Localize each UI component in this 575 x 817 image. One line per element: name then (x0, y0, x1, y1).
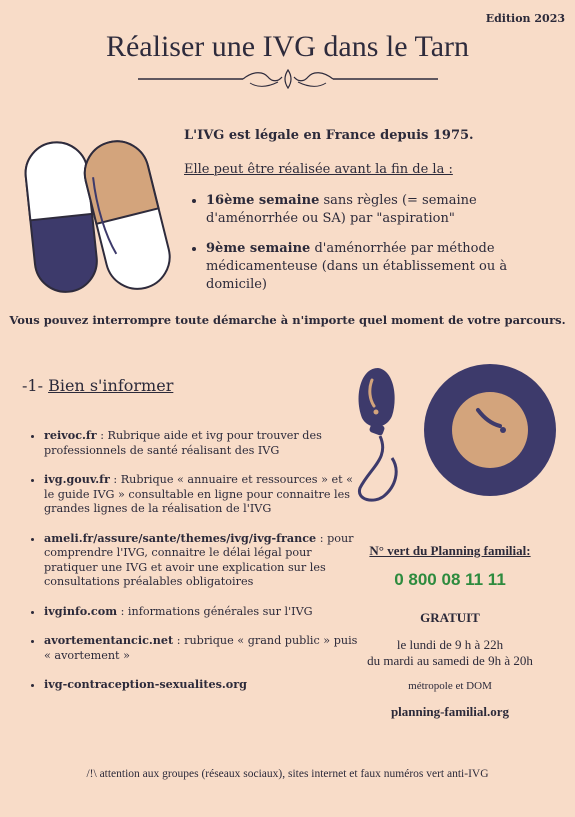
list-item: • 16ème semaine sans règles (= semaine d'aménorrhée ou SA) par "aspiration" (206, 192, 566, 228)
sperm-egg-illustration (350, 358, 560, 508)
planning-phone-number[interactable]: 0 800 08 11 11 (394, 570, 506, 589)
edition-label: Edition 2023 (485, 12, 565, 25)
list-item[interactable]: • reivoc.fr : Rubrique aide et ivg pour trouver des professionnels de santé réalisant des IVG (44, 428, 364, 458)
ornament-divider-icon (138, 68, 438, 90)
planning-title: N° vert du Planning familial: (369, 543, 531, 558)
list-item[interactable]: • ivg.gouv.fr : Rubrique « annuaire et ressources » et « le guide IVG » consultable en ligne pour connaitre les grandes lignes de la réalisation de l'IVG (44, 472, 364, 517)
info-links-list (22, 428, 364, 707)
list-item[interactable]: • ameli.fr/assure/sante/themes/ivg/ivg-france : pour comprendre l'IVG, connaitre le délai légal pour pratiquer une IVG et avoir une explication sur les consultations préalables obligatoires (44, 531, 364, 590)
coverage-area: métropole et DOM (408, 680, 492, 692)
hours-weekday: le lundi de 9 h à 22h (396, 637, 504, 652)
section-title: -1- Bien s'informer (22, 376, 174, 395)
deadline-list (184, 192, 566, 306)
pills-icon (22, 130, 172, 295)
list-item[interactable]: • ivg-contraception-sexualites.org (44, 677, 364, 693)
list-item[interactable]: • ivginfo.com : informations générales sur l'IVG (44, 604, 364, 620)
page-title: Réaliser une IVG dans le Tarn (105, 30, 470, 63)
hours-week: du mardi au samedi de 9h à 20h (367, 653, 533, 668)
egg-icon (424, 364, 556, 496)
interrupt-notice: Vous pouvez interrompre toute démarche à n'importe quel moment de votre parcours. (9, 313, 566, 327)
list-item[interactable]: • avortementancic.net : rubrique « grand public » puis « avortement » (44, 633, 364, 663)
sperm-icon (359, 368, 397, 500)
legal-statement: L'IVG est légale en France depuis 1975. (184, 128, 474, 143)
planning-website[interactable]: planning-familial.org (390, 704, 510, 719)
list-item: • 9ème semaine d'aménorrhée par méthode médicamenteuse (dans un établissement ou à domicile) (206, 240, 566, 294)
free-label: GRATUIT (420, 610, 480, 625)
warning-notice: /!\ attention aux groupes (réseaux sociaux), sites internet et faux numéros vert anti-IVG (86, 768, 489, 780)
deadline-intro: Elle peut être réalisée avant la fin de la : (184, 162, 453, 177)
